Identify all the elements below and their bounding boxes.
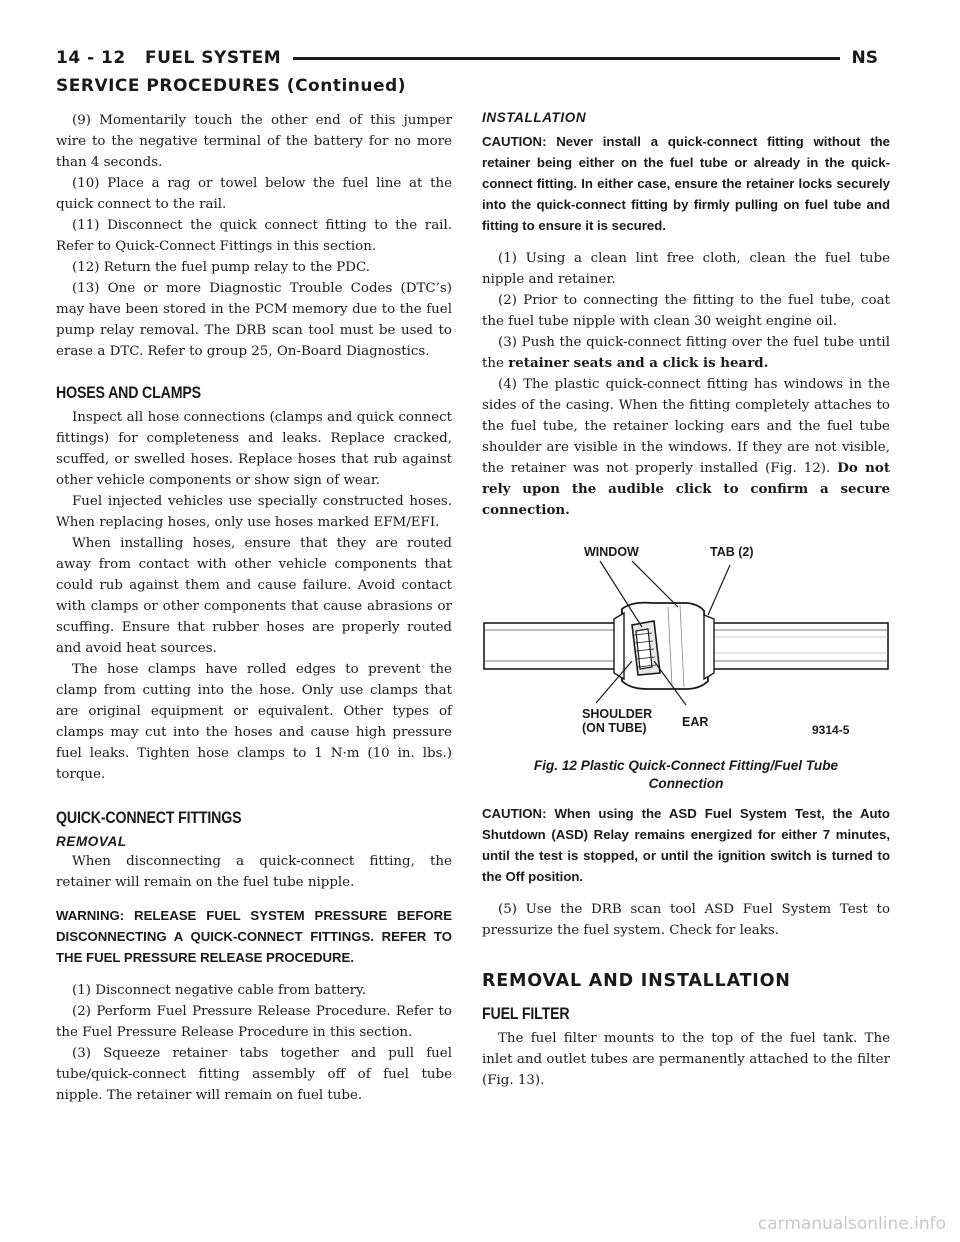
page-number-and-section: 14 - 12 FUEL SYSTEM <box>56 48 282 68</box>
label-shoulder: SHOULDER (ON TUBE) <box>582 707 653 735</box>
watermark: carmanualsonline.info <box>757 1214 946 1234</box>
warning-note: WARNING: RELEASE FUEL SYSTEM PRESSURE BEFORE DISCONNECTING A QUICK-CONNECT FITTINGS. REFER TO THE FUEL PRESSURE RELEASE PROCEDURE. <box>56 908 452 965</box>
continued-section-title: SERVICE PROCEDURES (Continued) <box>56 76 406 96</box>
left-column <box>56 110 452 1106</box>
caution-note: CAUTION: When using the ASD Fuel System Test, the Auto Shutdown (ASD) Relay remains energized for either 7 minutes, until the test is stopped, or until the ignition switch is turned to the Off position. <box>482 806 890 884</box>
step-10: (10) Place a rag or towel below the fuel line at the quick connect to the rail. <box>56 176 452 212</box>
step-12: (12) Return the fuel pump relay to the PDC. <box>72 260 371 275</box>
hoses-clamps-heading: HOSES AND CLAMPS <box>56 384 201 402</box>
label-window: WINDOW <box>584 545 639 559</box>
caution-note: CAUTION: Never install a quick-connect fitting without the retainer being either on the fuel tube or already in the quick-connect fitting. In either case, ensure the retainer locks securely into the quick-connect fitting by firmly pulling on fuel tube and fitting to ensure it is secured. <box>482 134 890 233</box>
install-step-4: (4) The plastic quick-connect fitting has windows in the sides of the casing. When the fitting completely attaches to the fuel tube, the retainer locking ears and the fuel tube shoulder are visible in the windows. If they are not visible, the retainer was not properly installed (Fig. 12). Do not rely upon the audible click to confirm a secure connection. <box>482 377 891 518</box>
removal-heading: REMOVAL <box>56 834 127 849</box>
fuel-filter-heading: FUEL FILTER <box>482 1005 570 1023</box>
figure-caption: Fig. 12 Plastic Quick-Connect Fitting/Fuel Tube Connection <box>533 758 839 791</box>
model-code: NS <box>851 48 878 68</box>
header-rule <box>293 57 839 60</box>
removal-installation-heading: REMOVAL AND INSTALLATION <box>482 971 791 991</box>
fitting-illustration <box>482 535 890 745</box>
figure-id: 9314-5 <box>812 723 850 737</box>
removal-step-1: (1) Disconnect negative cable from battery. <box>72 983 367 998</box>
right-column <box>482 110 890 1091</box>
hoses-paragraph: When installing hoses, ensure that they are routed away from contact with other vehicle components that could rub against them and cause failure. Avoid contact with clamps or other components that cause abrasions or scuffing. Ensure that rubber hoses are properly routed and avoid heat sources. <box>56 536 452 656</box>
label-ear: EAR <box>682 715 709 729</box>
removal-step-2: (2) Perform Fuel Pressure Release Procedure. Refer to the Fuel Pressure Release Procedure in this section. <box>56 1004 452 1040</box>
step-9: (9) Momentarily touch the other end of this jumper wire to the negative terminal of the battery for no more than 4 seconds. <box>56 113 452 170</box>
removal-paragraph: When disconnecting a quick-connect fitting, the retainer will remain on the fuel tube nipple. <box>56 854 452 890</box>
step-11: (11) Disconnect the quick connect fitting to the rail. Refer to Quick-Connect Fittings in this section. <box>56 218 452 254</box>
install-step-5: (5) Use the DRB scan tool ASD Fuel System Test to pressurize the fuel system. Check for leaks. <box>482 902 890 938</box>
removal-step-3: (3) Squeeze retainer tabs together and pull fuel tube/quick-connect fitting assembly off of fuel tube nipple. The retainer will remain on fuel tube. <box>56 1046 452 1103</box>
label-tab: TAB (2) <box>710 545 754 559</box>
hoses-paragraph: Fuel injected vehicles use specially constructed hoses. When replacing hoses, only use hoses marked EFM/EFI. <box>56 494 452 530</box>
hoses-paragraph: The hose clamps have rolled edges to prevent the clamp from cutting into the hose. Only use clamps that are original equipment or equivalent. Other types of clamps may cut into the hoses and cause high pressure fuel leaks. Tighten hose clamps to 1 N·m (10 in. lbs.) torque. <box>56 662 452 782</box>
quick-connect-heading: QUICK-CONNECT FITTINGS <box>56 809 242 827</box>
step-13: (13) One or more Diagnostic Trouble Codes (DTC’s) may have been stored in the PCM memory due to the fuel pump relay removal. The DRB scan tool must be used to erase a DTC. Refer to group 25, On-Board Diagnostics. <box>56 281 452 359</box>
install-step-2: (2) Prior to connecting the fitting to the fuel tube, coat the fuel tube nipple with clean 30 weight engine oil. <box>482 293 890 329</box>
installation-heading: INSTALLATION <box>482 110 587 125</box>
install-step-1: (1) Using a clean lint free cloth, clean the fuel tube nipple and retainer. <box>482 251 890 287</box>
install-step-3: (3) Push the quick-connect fitting over the fuel tube until the retainer seats and a click is heard. <box>482 335 890 371</box>
hoses-paragraph: Inspect all hose connections (clamps and quick connect fittings) for completeness and leaks. Replace cracked, scuffed, or swelled hoses. Replace hoses that rub against other vehicle components or show sign of wear. <box>56 410 452 488</box>
page-header <box>56 44 878 72</box>
fuel-filter-paragraph: The fuel filter mounts to the top of the fuel tank. The inlet and outlet tubes are permanently attached to the filter (Fig. 13). <box>482 1031 890 1088</box>
figure-quick-connect-fitting <box>482 535 890 745</box>
